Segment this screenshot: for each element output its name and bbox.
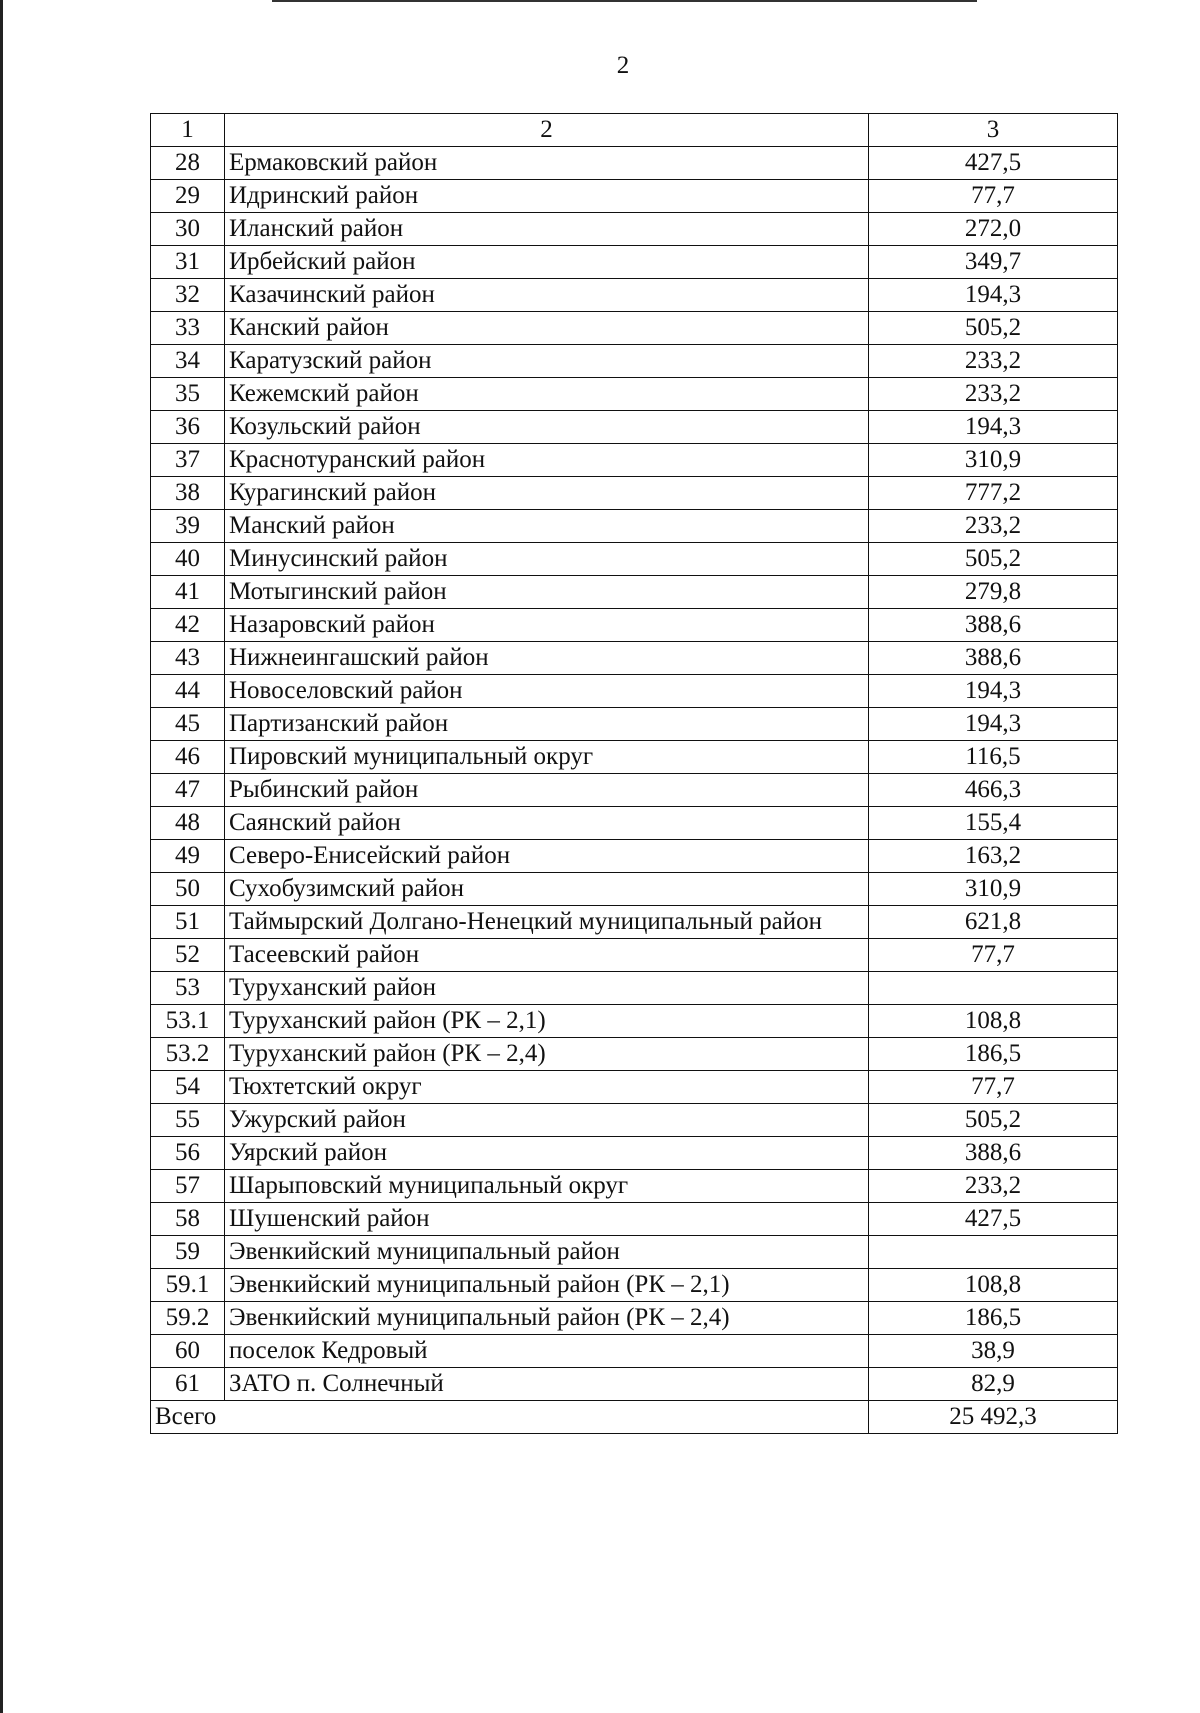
table-row — [151, 444, 1118, 477]
row-name-cell: Саянский район — [225, 807, 869, 840]
row-value-cell: 233,2 — [869, 378, 1118, 411]
table-row — [151, 213, 1118, 246]
row-number-cell: 57 — [151, 1170, 225, 1203]
row-name-cell: Сухобузимский район — [225, 873, 869, 906]
row-number-cell: 59.2 — [151, 1302, 225, 1335]
row-value-cell: 505,2 — [869, 1104, 1118, 1137]
row-number-cell: 28 — [151, 147, 225, 180]
row-number-cell: 47 — [151, 774, 225, 807]
row-name-cell: Нижнеингашский район — [225, 642, 869, 675]
table-row — [151, 1038, 1118, 1071]
row-name-cell: Шарыповский муниципальный округ — [225, 1170, 869, 1203]
row-number-cell: 48 — [151, 807, 225, 840]
table-row — [151, 906, 1118, 939]
row-value-cell: 77,7 — [869, 180, 1118, 213]
row-number-cell: 53.2 — [151, 1038, 225, 1071]
table-row — [151, 576, 1118, 609]
row-name-cell: Курагинский район — [225, 477, 869, 510]
row-name-cell: Туруханский район — [225, 972, 869, 1005]
table-row — [151, 873, 1118, 906]
row-name-cell: Казачинский район — [225, 279, 869, 312]
allocation-table — [150, 113, 1118, 1434]
row-value-cell: 194,3 — [869, 675, 1118, 708]
row-number-cell: 33 — [151, 312, 225, 345]
row-name-cell: Краснотуранский район — [225, 444, 869, 477]
row-name-cell: Уярский район — [225, 1137, 869, 1170]
row-number-cell: 29 — [151, 180, 225, 213]
row-value-cell: 505,2 — [869, 543, 1118, 576]
row-value-cell: 77,7 — [869, 939, 1118, 972]
table-row — [151, 1104, 1118, 1137]
row-name-cell: Иланский район — [225, 213, 869, 246]
row-name-cell: Эвенкийский муниципальный район (РК – 2,4) — [225, 1302, 869, 1335]
row-value-cell: 272,0 — [869, 213, 1118, 246]
row-number-cell: 31 — [151, 246, 225, 279]
row-number-cell: 53.1 — [151, 1005, 225, 1038]
scan-top-rule — [272, 0, 977, 2]
table-row — [151, 972, 1118, 1005]
row-value-cell: 388,6 — [869, 642, 1118, 675]
table-row — [151, 1071, 1118, 1104]
row-name-cell: Идринский район — [225, 180, 869, 213]
row-number-cell: 36 — [151, 411, 225, 444]
table-row — [151, 708, 1118, 741]
row-number-cell: 38 — [151, 477, 225, 510]
row-value-cell: 505,2 — [869, 312, 1118, 345]
row-number-cell: 32 — [151, 279, 225, 312]
row-number-cell: 43 — [151, 642, 225, 675]
row-value-cell: 233,2 — [869, 345, 1118, 378]
row-value-cell: 108,8 — [869, 1005, 1118, 1038]
header-col-3: 3 — [869, 114, 1118, 147]
table-row — [151, 411, 1118, 444]
row-number-cell: 42 — [151, 609, 225, 642]
row-value-cell: 427,5 — [869, 1203, 1118, 1236]
table-row — [151, 1236, 1118, 1269]
table-row — [151, 279, 1118, 312]
table-row — [151, 1005, 1118, 1038]
row-value-cell — [869, 1236, 1118, 1269]
row-number-cell: 55 — [151, 1104, 225, 1137]
row-number-cell: 59 — [151, 1236, 225, 1269]
table-row — [151, 246, 1118, 279]
table-row — [151, 939, 1118, 972]
row-number-cell: 53 — [151, 972, 225, 1005]
total-label-cell: Всего — [151, 1401, 869, 1434]
row-name-cell: Тасеевский район — [225, 939, 869, 972]
table-row — [151, 180, 1118, 213]
row-name-cell: Ужурский район — [225, 1104, 869, 1137]
row-name-cell: Эвенкийский муниципальный район — [225, 1236, 869, 1269]
page-number: 2 — [616, 52, 630, 79]
header-col-2: 2 — [225, 114, 869, 147]
row-number-cell: 45 — [151, 708, 225, 741]
table-row — [151, 1137, 1118, 1170]
table-row — [151, 774, 1118, 807]
row-value-cell: 77,7 — [869, 1071, 1118, 1104]
row-number-cell: 46 — [151, 741, 225, 774]
row-value-cell: 388,6 — [869, 609, 1118, 642]
row-name-cell: ЗАТО п. Солнечный — [225, 1368, 869, 1401]
row-name-cell: Новоселовский район — [225, 675, 869, 708]
row-number-cell: 49 — [151, 840, 225, 873]
table-row — [151, 807, 1118, 840]
row-value-cell: 82,9 — [869, 1368, 1118, 1401]
row-name-cell: Ирбейский район — [225, 246, 869, 279]
row-value-cell: 349,7 — [869, 246, 1118, 279]
row-number-cell: 37 — [151, 444, 225, 477]
row-value-cell: 777,2 — [869, 477, 1118, 510]
row-name-cell: поселок Кедровый — [225, 1335, 869, 1368]
table-row — [151, 1269, 1118, 1302]
table-row — [151, 345, 1118, 378]
row-name-cell: Шушенский район — [225, 1203, 869, 1236]
row-number-cell: 39 — [151, 510, 225, 543]
row-name-cell: Козульский район — [225, 411, 869, 444]
row-value-cell: 279,8 — [869, 576, 1118, 609]
header-col-1: 1 — [151, 114, 225, 147]
row-name-cell: Канский район — [225, 312, 869, 345]
row-value-cell: 621,8 — [869, 906, 1118, 939]
total-value-cell: 25 492,3 — [869, 1401, 1118, 1434]
row-value-cell: 310,9 — [869, 873, 1118, 906]
table-row — [151, 642, 1118, 675]
row-name-cell: Эвенкийский муниципальный район (РК – 2,1) — [225, 1269, 869, 1302]
table-row — [151, 741, 1118, 774]
row-value-cell — [869, 972, 1118, 1005]
row-value-cell: 108,8 — [869, 1269, 1118, 1302]
row-number-cell: 61 — [151, 1368, 225, 1401]
row-name-cell: Кежемский район — [225, 378, 869, 411]
scan-left-edge — [0, 0, 3, 1713]
table-row — [151, 510, 1118, 543]
row-name-cell: Пировский муниципальный округ — [225, 741, 869, 774]
row-number-cell: 30 — [151, 213, 225, 246]
row-number-cell: 34 — [151, 345, 225, 378]
row-name-cell: Туруханский район (РК – 2,1) — [225, 1005, 869, 1038]
row-value-cell: 194,3 — [869, 708, 1118, 741]
row-number-cell: 44 — [151, 675, 225, 708]
table-row — [151, 675, 1118, 708]
table-header-row — [151, 114, 1118, 147]
row-number-cell: 58 — [151, 1203, 225, 1236]
row-name-cell: Таймырский Долгано-Ненецкий муниципальный район — [225, 906, 869, 939]
table-row — [151, 1170, 1118, 1203]
table-row — [151, 609, 1118, 642]
row-value-cell: 427,5 — [869, 147, 1118, 180]
row-name-cell: Ермаковский район — [225, 147, 869, 180]
row-number-cell: 35 — [151, 378, 225, 411]
row-number-cell: 40 — [151, 543, 225, 576]
row-name-cell: Манский район — [225, 510, 869, 543]
row-value-cell: 233,2 — [869, 510, 1118, 543]
table-total-row — [151, 1401, 1118, 1434]
table-row — [151, 1335, 1118, 1368]
row-name-cell: Мотыгинский район — [225, 576, 869, 609]
row-number-cell: 56 — [151, 1137, 225, 1170]
table-body — [151, 114, 1118, 1434]
row-value-cell: 186,5 — [869, 1302, 1118, 1335]
row-name-cell: Туруханский район (РК – 2,4) — [225, 1038, 869, 1071]
row-name-cell: Рыбинский район — [225, 774, 869, 807]
row-name-cell: Северо-Енисейский район — [225, 840, 869, 873]
table-row — [151, 477, 1118, 510]
table-row — [151, 147, 1118, 180]
row-value-cell: 233,2 — [869, 1170, 1118, 1203]
row-name-cell: Назаровский район — [225, 609, 869, 642]
table-row — [151, 1203, 1118, 1236]
row-value-cell: 388,6 — [869, 1137, 1118, 1170]
table-row — [151, 1302, 1118, 1335]
row-name-cell: Минусинский район — [225, 543, 869, 576]
row-number-cell: 59.1 — [151, 1269, 225, 1302]
row-number-cell: 51 — [151, 906, 225, 939]
row-value-cell: 194,3 — [869, 411, 1118, 444]
row-value-cell: 310,9 — [869, 444, 1118, 477]
table-row — [151, 840, 1118, 873]
row-number-cell: 52 — [151, 939, 225, 972]
table-row — [151, 378, 1118, 411]
row-number-cell: 50 — [151, 873, 225, 906]
row-value-cell: 466,3 — [869, 774, 1118, 807]
row-value-cell: 38,9 — [869, 1335, 1118, 1368]
row-value-cell: 186,5 — [869, 1038, 1118, 1071]
row-value-cell: 163,2 — [869, 840, 1118, 873]
row-name-cell: Каратузский район — [225, 345, 869, 378]
row-value-cell: 194,3 — [869, 279, 1118, 312]
row-name-cell: Тюхтетский округ — [225, 1071, 869, 1104]
row-value-cell: 116,5 — [869, 741, 1118, 774]
row-value-cell: 155,4 — [869, 807, 1118, 840]
row-number-cell: 60 — [151, 1335, 225, 1368]
row-name-cell: Партизанский район — [225, 708, 869, 741]
table-row — [151, 543, 1118, 576]
row-number-cell: 54 — [151, 1071, 225, 1104]
table-row — [151, 1368, 1118, 1401]
row-number-cell: 41 — [151, 576, 225, 609]
table-row — [151, 312, 1118, 345]
